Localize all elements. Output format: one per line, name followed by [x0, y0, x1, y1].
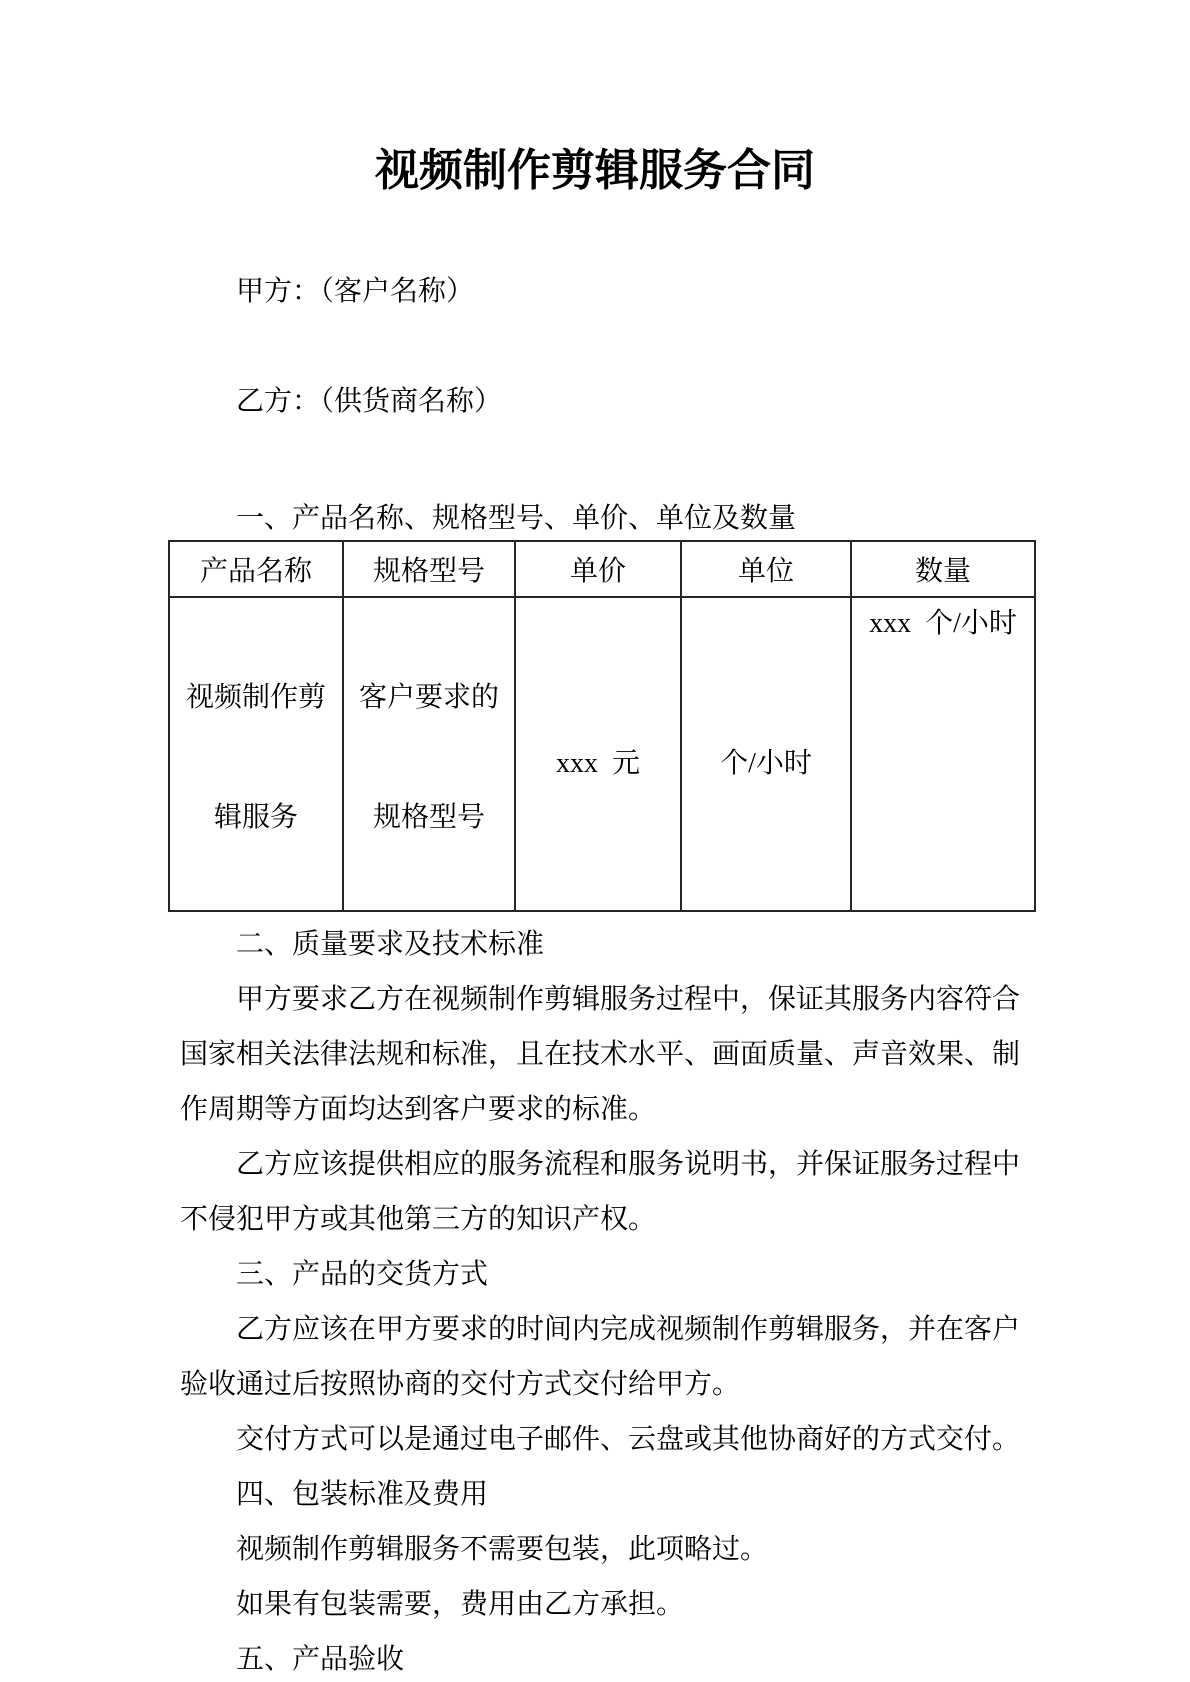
- paragraph-line: 验收通过后按照协商的交付方式交付给甲方。: [180, 1369, 741, 1400]
- paragraph-line: 乙方应该提供相应的服务流程和服务说明书，并保证服务过程中: [236, 1149, 1021, 1180]
- party-b-line: 乙方：（供货商名称）: [236, 386, 503, 417]
- paragraph-line: 作周期等方面均达到客户要求的标准。: [180, 1094, 657, 1125]
- column-header-product-name: 产品名称: [169, 541, 343, 597]
- cell-unit-price: xxx 元: [515, 597, 681, 911]
- cell-product-name-line-1: 视频制作剪: [185, 682, 326, 713]
- product-table: [168, 540, 1036, 912]
- cell-product-name-line-2: 辑服务: [213, 802, 298, 833]
- section-2-heading: 二、质量要求及技术标准: [236, 929, 545, 960]
- cell-spec-model-line-1: 客户要求的: [358, 682, 499, 713]
- cell-unit: 个/小时: [681, 597, 851, 911]
- document-title: 视频制作剪辑服务合同: [375, 146, 815, 195]
- section-5-heading: 五、产品验收: [236, 1644, 405, 1675]
- section-1-heading: 一、产品名称、规格型号、单价、单位及数量: [236, 503, 797, 534]
- cell-spec-model-line-2: 规格型号: [372, 802, 485, 833]
- column-header-spec-model: 规格型号: [343, 541, 515, 597]
- cell-spec-model: [343, 597, 515, 911]
- paragraph-line: 视频制作剪辑服务不需要包装，此项略过。: [236, 1534, 769, 1565]
- table-header-row: [169, 541, 1035, 597]
- cell-product-name: [169, 597, 343, 911]
- party-a-line: 甲方：（客户名称）: [236, 276, 475, 307]
- section-4-heading: 四、包装标准及费用: [236, 1479, 489, 1510]
- column-header-unit-price: 单价: [515, 541, 681, 597]
- column-header-quantity: 数量: [851, 541, 1035, 597]
- paragraph-line: 不侵犯甲方或其他第三方的知识产权。: [180, 1204, 657, 1235]
- section-3-heading: 三、产品的交货方式: [236, 1259, 489, 1290]
- paragraph-line: 交付方式可以是通过电子邮件、云盘或其他协商好的方式交付。: [236, 1424, 1021, 1455]
- paragraph-line: 如果有包装需要，费用由乙方承担。: [236, 1589, 685, 1620]
- paragraph-line: 国家相关法律法规和标准，且在技术水平、画面质量、声音效果、制: [180, 1039, 1021, 1070]
- paragraph-line: 乙方应该在甲方要求的时间内完成视频制作剪辑服务，并在客户: [236, 1314, 1021, 1345]
- table-row: [169, 597, 1035, 911]
- cell-quantity: xxx 个/小时: [851, 597, 1035, 911]
- column-header-unit: 单位: [681, 541, 851, 597]
- paragraph-line: 甲方要求乙方在视频制作剪辑服务过程中，保证其服务内容符合: [236, 984, 1021, 1015]
